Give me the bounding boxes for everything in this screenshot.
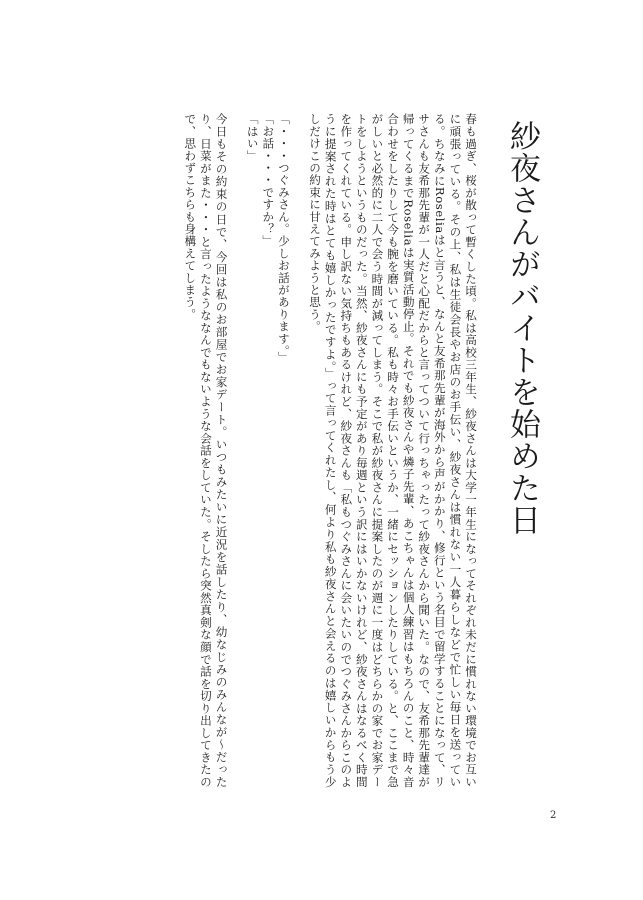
dialogue-line-1: 「・・・つぐみさん。少しお話があります。」 [276, 113, 291, 364]
dialogue-line-3: 「はい」 [245, 113, 260, 162]
paragraph-narration-2: 今日もその約束の日で、今回は私のお部屋でお家デート。いつもみたいに近況を話したり、幼なじみのみんなが〜だったり、日菜がまた・・・と言ったようななんでもないような会話をしていた。そしたら突然真剣な顔で話を切り出してきたので、思わずこちらも身構えてしまう。 [183, 113, 229, 788]
dialogue-line-2: 「お話・・・ですか？」 [261, 113, 276, 248]
paragraph-break [229, 113, 245, 788]
chapter-title: 紗夜さんがバイトを始めた日 [504, 120, 540, 536]
page-number: 2 [550, 810, 557, 821]
body-text [182, 113, 478, 788]
paragraph-narration-1: 春も過ぎ、桜が散って暫くした頃。私は高校三年生、紗夜さんは大学一年生になってそれぞれ未だに慣れない環境でお互いに頑張っている。その上、私は生徒会長やお店のお手伝い、紗夜さんは慣れない一人暮らしなどで忙しい毎日を送っている。ちなみにRoseliaはと言うと、なんと友希那先輩が海外から声がかかり、修行という名目で留学することになって、リサさんも友希那先輩が一人だと心配だからと言ってついて行っちゃったって紗夜さんから聞いた。なので、友希那先輩達が帰ってくるまでRoseliaは実質活動停止。それでも紗夜さんや燐子先輩、あこちゃんは個人練習はもちろんのこと、時々音合わせをしたりして今も腕を磨いている。私も時々お手伝いというか、一緒にセッションしたりしている。と、ここまで急がしいと必然的に二人で会う時間が減ってしまう。そこで私が紗夜さんに提案したのが週に一度はどちらかの家でお家デートをしようというものだった。当然、紗夜さんにも予定があり毎週という訳にはいかないけれど、紗夜さんはなるべく時間を作ってくれている。申し訳ない気持ちもあるけれど、紗夜さんも「私もつぐみさんに会いたいのでつぐみさんからこのように提案された時はとても嬉しかったですよ。」って言ってくれたし、何より私も紗夜さんと会えるのは嬉しいからもう少しだけこの約束に甘えてみようと思う。 [308, 113, 478, 788]
paragraph-break [291, 113, 307, 788]
